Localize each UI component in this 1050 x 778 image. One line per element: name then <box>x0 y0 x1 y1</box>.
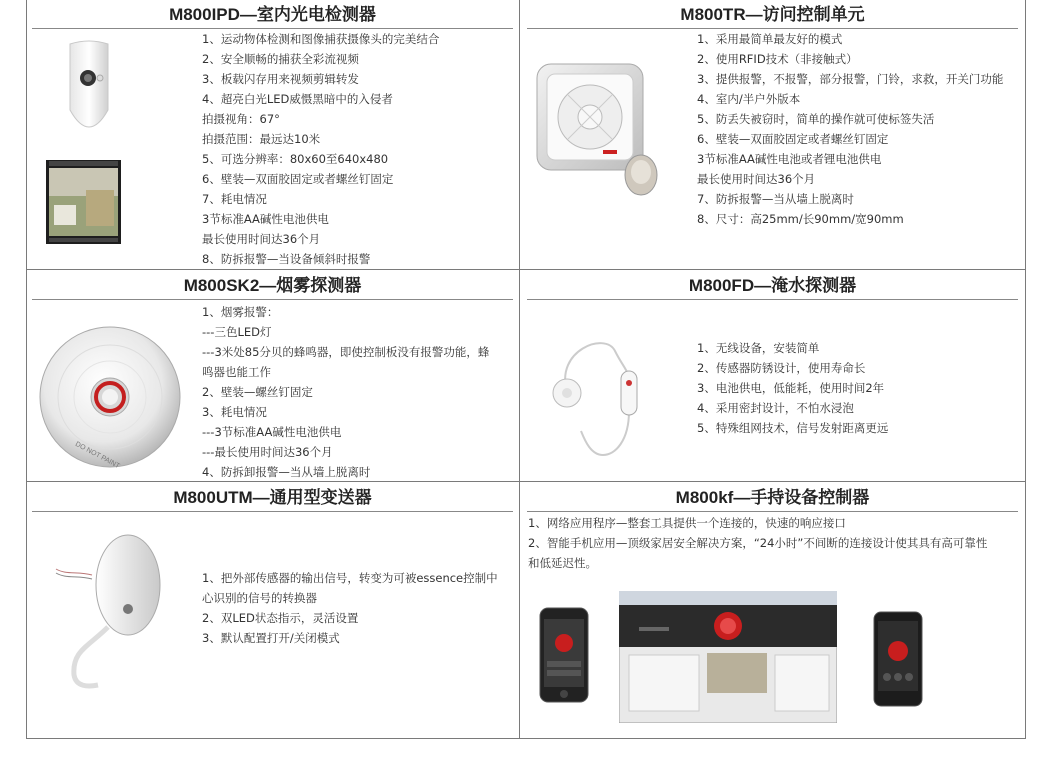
feature-line: 7、防拆报警—当从墙上脱离时 <box>697 192 854 206</box>
feature-list <box>202 302 516 482</box>
feature-line: 5、防丢失被窃时，简单的操作就可使标签失活 <box>697 112 935 126</box>
feature-list <box>202 568 498 648</box>
feature-line: 8、尺寸：高25mm/长90mm/宽90mm <box>697 212 904 226</box>
feature-line: 2、传感器防锈设计，使用寿命长 <box>697 361 866 375</box>
feature-line: 和低延迟性。 <box>528 556 597 570</box>
product-title: M800IPD—室内光电检测器 <box>169 5 376 24</box>
product-title: M800SK2—烟雾探测器 <box>183 276 362 295</box>
web-application-screenshot <box>619 591 837 723</box>
feature-line: 3、默认配置打开/关闭模式 <box>202 631 340 645</box>
product-cell-m800sk2 <box>26 269 519 481</box>
product-title: M800UTM—通用型变送器 <box>173 488 372 507</box>
feature-line: 拍摄视角：67° <box>202 112 280 126</box>
feature-line: 3节标准AA碱性电池或者锂电池供电 <box>697 152 882 166</box>
product-title: M800FD—淹水探测器 <box>688 276 857 295</box>
camera-detector-image <box>64 40 114 140</box>
feature-line: 2、安全顺畅的捕获全彩流视频 <box>202 52 359 66</box>
product-cell-m800ipd <box>26 0 519 269</box>
title-underline <box>527 511 1018 512</box>
feature-line: 3、板载闪存用来视频剪辑转发 <box>202 72 359 86</box>
smoke-detector-image <box>38 325 188 475</box>
title-underline <box>32 511 513 512</box>
feature-line: 鸣器也能工作 <box>202 365 271 379</box>
feature-list <box>202 29 439 269</box>
feature-line: ---3米处85分贝的蜂鸣器，即使控制板没有报警功能，蜂 <box>202 345 490 359</box>
feature-list <box>528 513 987 573</box>
transmitter-image <box>48 527 168 693</box>
title-underline <box>527 299 1018 300</box>
feature-line: 2、双LED状态指示，灵活设置 <box>202 611 359 625</box>
title-underline <box>32 299 513 300</box>
feature-line: 1、无线设备，安装简单 <box>697 341 820 355</box>
feature-line: 6、壁装—双面胶固定或者螺丝钉固定 <box>202 172 394 186</box>
product-cell-m800fd <box>519 269 1026 481</box>
feature-line: 2、智能手机应用—顶级家居安全解决方案，“24小时”不间断的连接设计使其具有高可靠性 <box>528 536 988 550</box>
feature-line: 3、电池供电，低能耗，使用时间2年 <box>697 381 885 395</box>
feature-line: 7、耗电情况 <box>202 192 267 206</box>
feature-line: 2、壁装—螺丝钉固定 <box>202 385 313 399</box>
feature-line: 8、防拆报警—当设备倾斜时报警 <box>202 252 371 266</box>
smoke-detector-label: DO NOT PAINT <box>73 440 121 471</box>
camera-snapshot-screen <box>46 160 121 244</box>
feature-line: 4、室内/半户外版本 <box>697 92 801 106</box>
feature-line: ---最长使用时间达36个月 <box>202 445 333 459</box>
feature-line: ---三色LED灯 <box>202 325 272 339</box>
feature-line: 拍摄范围：最远达10米 <box>202 132 321 146</box>
access-control-keypad-image <box>535 60 675 200</box>
product-cell-m800tr <box>519 0 1026 269</box>
feature-line: 6、壁装—双面胶固定或者螺丝钉固定 <box>697 132 889 146</box>
feature-line: 4、防拆卸报警—当从墙上脱离时 <box>202 465 371 479</box>
feature-line: 1、采用最简单最友好的模式 <box>697 32 843 46</box>
feature-line: 5、可选分辨率：80x60至640x480 <box>202 152 389 166</box>
flood-detector-image <box>545 331 655 459</box>
feature-line: 4、超亮白光LED威慑黑暗中的入侵者 <box>202 92 393 106</box>
feature-line: 最长使用时间达36个月 <box>697 172 816 186</box>
product-cell-m800kf <box>519 481 1026 739</box>
iphone-app-image <box>539 607 589 703</box>
feature-line: 2、使用RFID技术（非接触式） <box>697 52 858 66</box>
feature-line: 心识别的信号的转换器 <box>202 591 317 605</box>
android-app-image <box>873 611 923 707</box>
product-cell-m800utm <box>26 481 519 739</box>
feature-line: 1、网络应用程序—整套工具提供一个连接的，快速的响应接口 <box>528 516 846 530</box>
feature-list <box>697 29 1003 229</box>
feature-line: ---3节标准AA碱性电池供电 <box>202 425 342 439</box>
feature-line: 3、耗电情况 <box>202 405 267 419</box>
product-title: M800TR—访问控制单元 <box>680 5 865 24</box>
feature-line: 1、运动物体检测和图像捕获摄像头的完美结合 <box>202 32 440 46</box>
feature-line: 5、特殊组网技术，信号发射距离更远 <box>697 421 889 435</box>
feature-line: 4、采用密封设计，不怕水浸泡 <box>697 401 854 415</box>
feature-list <box>697 338 888 438</box>
feature-line: 1、烟雾报警： <box>202 305 279 319</box>
feature-line: 3、提供报警，不报警，部分报警，门铃，求救，开关门功能 <box>697 72 1004 86</box>
feature-line: 1、把外部传感器的输出信号，转变为可被essence控制中 <box>202 571 498 585</box>
feature-line: 3节标准AA碱性电池供电 <box>202 212 329 226</box>
feature-line: 最长使用时间达36个月 <box>202 232 321 246</box>
product-title: M800kf—手持设备控制器 <box>675 488 870 507</box>
